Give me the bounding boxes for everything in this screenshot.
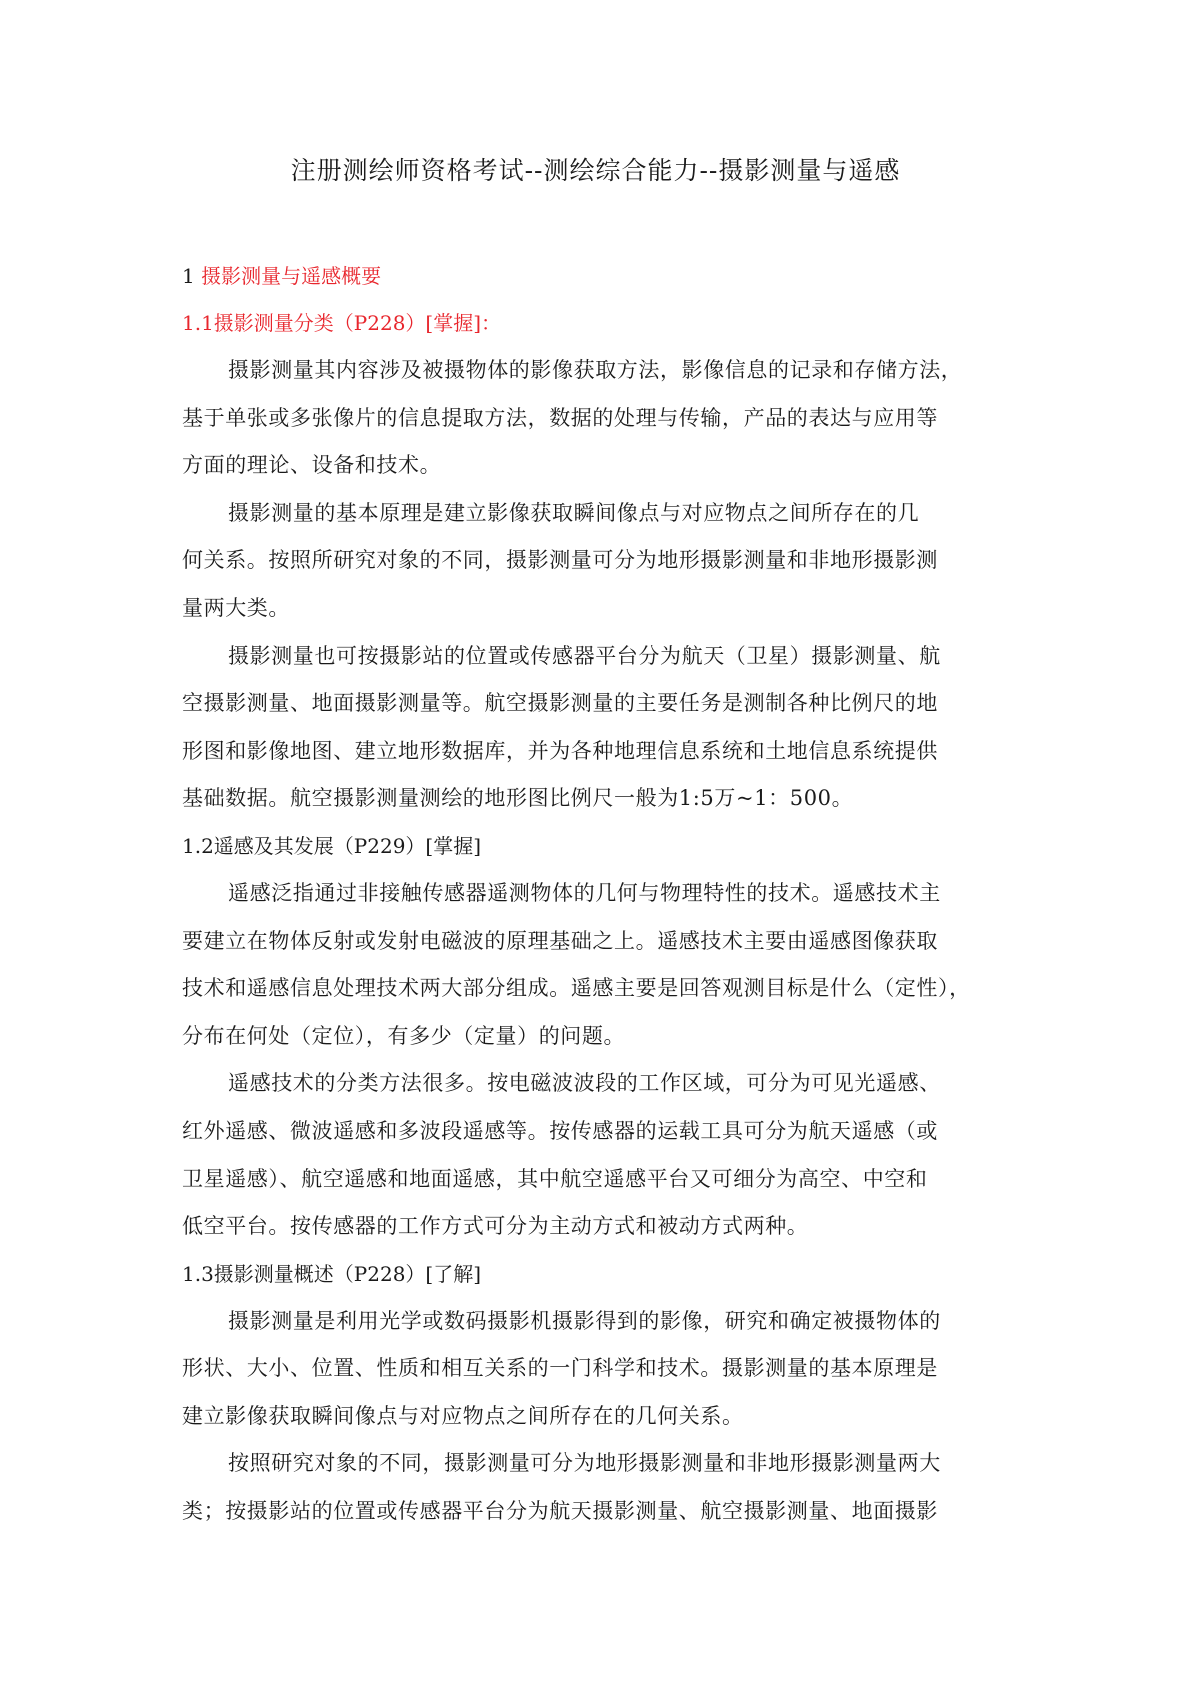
paragraph	[182, 347, 1017, 490]
paragraph	[182, 870, 1017, 1060]
section-1-3-heading: 1.3摄影测量概述（P228）[了解]	[182, 1261, 482, 1286]
section-1-number: 1	[182, 264, 202, 288]
paragraph-line: 基础数据。航空摄影测量测绘的地形图比例尺一般为1:5万~1：500。	[182, 786, 854, 811]
paragraph	[182, 1298, 1017, 1441]
paragraph-line: 按照研究对象的不同，摄影测量可分为地形摄影测量和非地形摄影测量两大	[228, 1451, 941, 1476]
paragraph-line: 摄影测量的基本原理是建立影像获取瞬间像点与对应物点之间所存在的几	[228, 500, 920, 525]
paragraph-line: 方面的理论、设备和技术。	[182, 453, 442, 478]
section-1-title: 摄影测量与遥感概要	[201, 264, 382, 288]
section-1-1-heading: 1.1摄影测量分类（P228）[掌握]：	[182, 311, 502, 335]
paragraph	[182, 1060, 1017, 1250]
paragraph	[182, 633, 1017, 823]
paragraph-line: 遥感技术的分类方法很多。按电磁波波段的工作区域，可分为可见光遥感、	[228, 1071, 941, 1096]
paragraph	[182, 490, 1017, 633]
paragraph-line: 形状、大小、位置、性质和相互关系的一门科学和技术。摄影测量的基本原理是	[182, 1356, 938, 1381]
section-1-2-heading: 1.2遥感及其发展（P229）[掌握]	[182, 833, 482, 858]
paragraph-line: 建立影像获取瞬间像点与对应物点之间所存在的几何关系。	[182, 1403, 744, 1428]
paragraph-line: 类；按摄影站的位置或传感器平台分为航天摄影测量、航空摄影测量、地面摄影	[182, 1499, 938, 1524]
paragraph-line: 形图和影像地图、建立地形数据库，并为各种地理信息系统和土地信息系统提供	[182, 738, 938, 763]
paragraph-line: 何关系。按照所研究对象的不同，摄影测量可分为地形摄影测量和非地形摄影测	[182, 548, 938, 573]
paragraph-line: 量两大类。	[182, 595, 290, 620]
document-title: 注册测绘师资格考试--测绘综合能力--摄影测量与遥感	[290, 156, 901, 185]
paragraph-line: 空摄影测量、地面摄影测量等。航空摄影测量的主要任务是测制各种比例尺的地	[182, 691, 938, 716]
paragraph-line: 技术和遥感信息处理技术两大部分组成。遥感主要是回答观测目标是什么（定性），	[182, 976, 971, 1001]
paragraph-line: 卫星遥感）、航空遥感和地面遥感，其中航空遥感平台又可细分为高空、中空和	[182, 1166, 928, 1191]
paragraph-line: 摄影测量也可按摄影站的位置或传感器平台分为航天（卫星）摄影测量、航	[228, 643, 941, 668]
paragraph-line: 要建立在物体反射或发射电磁波的原理基础之上。遥感技术主要由遥感图像获取	[182, 928, 938, 953]
paragraph-line: 基于单张或多张像片的信息提取方法，数据的处理与传输，产品的表达与应用等	[182, 405, 938, 430]
paragraph-line: 分布在何处（定位），有多少（定量）的问题。	[182, 1023, 626, 1048]
paragraph-line: 低空平台。按传感器的工作方式可分为主动方式和被动方式两种。	[182, 1214, 809, 1239]
paragraph-line: 摄影测量其内容涉及被摄物体的影像获取方法，影像信息的记录和存储方法，	[228, 358, 963, 382]
paragraph	[182, 1440, 1017, 1535]
section-1-heading	[182, 253, 1017, 300]
paragraph-line: 摄影测量是利用光学或数码摄影机摄影得到的影像，研究和确定被摄物体的	[228, 1308, 941, 1333]
document-body	[182, 253, 1017, 1536]
paragraph-line: 红外遥感、微波遥感和多波段遥感等。按传感器的运载工具可分为航天遥感（或	[182, 1118, 938, 1143]
paragraph-line: 遥感泛指通过非接触传感器遥测物体的几何与物理特性的技术。遥感技术主	[228, 880, 941, 905]
